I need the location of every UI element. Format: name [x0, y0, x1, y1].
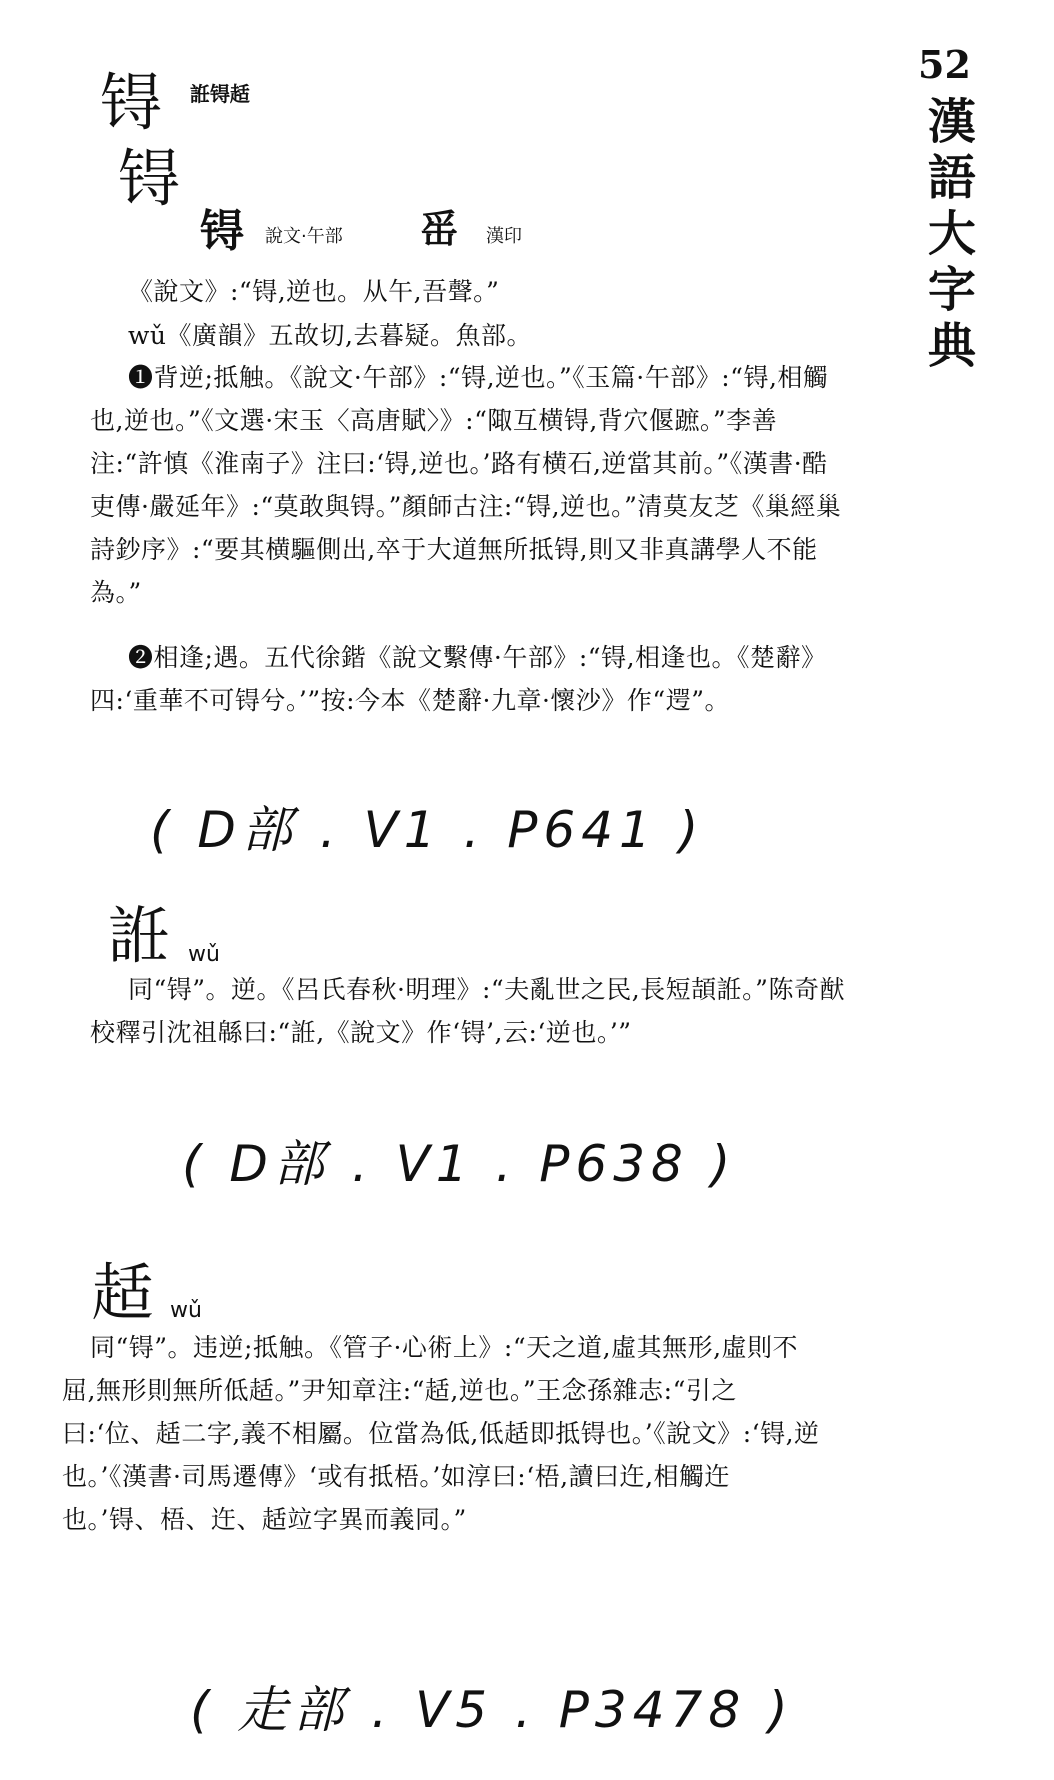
entry1-handwritten-note: ( D部 . V1 . P641 )	[150, 801, 705, 859]
stamp-glyph: 䍃	[420, 206, 459, 251]
entry1-source: 《說文》:“锝,逆也。从午,吾聲。”	[128, 277, 500, 306]
entry1-sense-2: ❷相逢;遇。五代徐鍇《說文繫傳·午部》:“锝,相逢也。《楚辭》四:‘重華不可锝兮。’”按:今本《楚辭·九章·懷沙》作“遌”。	[90, 643, 827, 715]
page-number: 52	[918, 42, 971, 87]
entry2-handwritten-note: ( D部 . V1 . P638 )	[182, 1135, 737, 1193]
entry3-pinyin: wǔ	[170, 1298, 202, 1323]
entry2-pinyin: wǔ	[188, 942, 220, 967]
entry2-head-char: 䛘	[108, 899, 171, 972]
seal-script-glyph: 锝	[200, 206, 244, 257]
entry2-definition: 同“锝”。逆。《呂氏春秋·明理》:“夫亂世之民,長短頡䛘。”陈奇猷校釋引沈祖緜曰:“䛘,《說文》作‘锝’,云:‘逆也。’”	[90, 975, 845, 1047]
entry1-reading: wǔ《廣韻》五故切,去暮疑。魚部。	[128, 321, 532, 350]
entry3-head-char: 趏	[92, 1256, 155, 1329]
stamp-caption: 漢印	[486, 226, 522, 247]
entry1-head-char: 锝	[100, 66, 163, 139]
entry3-definition: 同“锝”。违逆;抵触。《管子·心術上》:“天之道,虛其無形,虛則不屈,無形則無所低趏。”尹知章注:“趏,逆也。”王念孫雜志:“引之曰:‘位、趏二字,義不相屬。位當為低,低趏即抵锝也。’《說文》:‘锝,逆也。’《漢書·司馬遷傳》‘或有抵梧。’如淳曰:‘梧,讀曰迕,相觸迕也。’锝、梧、迕、趏竝字異而義同。”	[62, 1333, 820, 1534]
entry1-head-char-2: 锝	[118, 142, 181, 215]
entry1-variants: 䛘锝趏	[190, 82, 250, 106]
entry3-handwritten-note: ( 走部 . V5 . P3478 )	[190, 1681, 794, 1739]
entry1-sense-1: ❶背逆;抵触。《說文·午部》:“锝,逆也。”《玉篇·午部》:“锝,相觸也,逆也。”《文選·宋玉〈高唐賦〉》:“陬互横锝,背穴偃蹠。”李善注:“許慎《淮南子》注曰:‘锝,逆也。’路有横石,逆當其前。”《漢書·酷吏傳·嚴延年》:“莫敢與锝。”顏師古注:“锝,逆也。”清莫友芝《巢經巢詩鈔序》:“要其横驅側出,卒于大道無所抵锝,則又非真講學人不能為。”	[90, 363, 842, 607]
book-title: 漢語大字典	[919, 96, 976, 376]
seal-caption: 說文·午部	[265, 226, 343, 247]
